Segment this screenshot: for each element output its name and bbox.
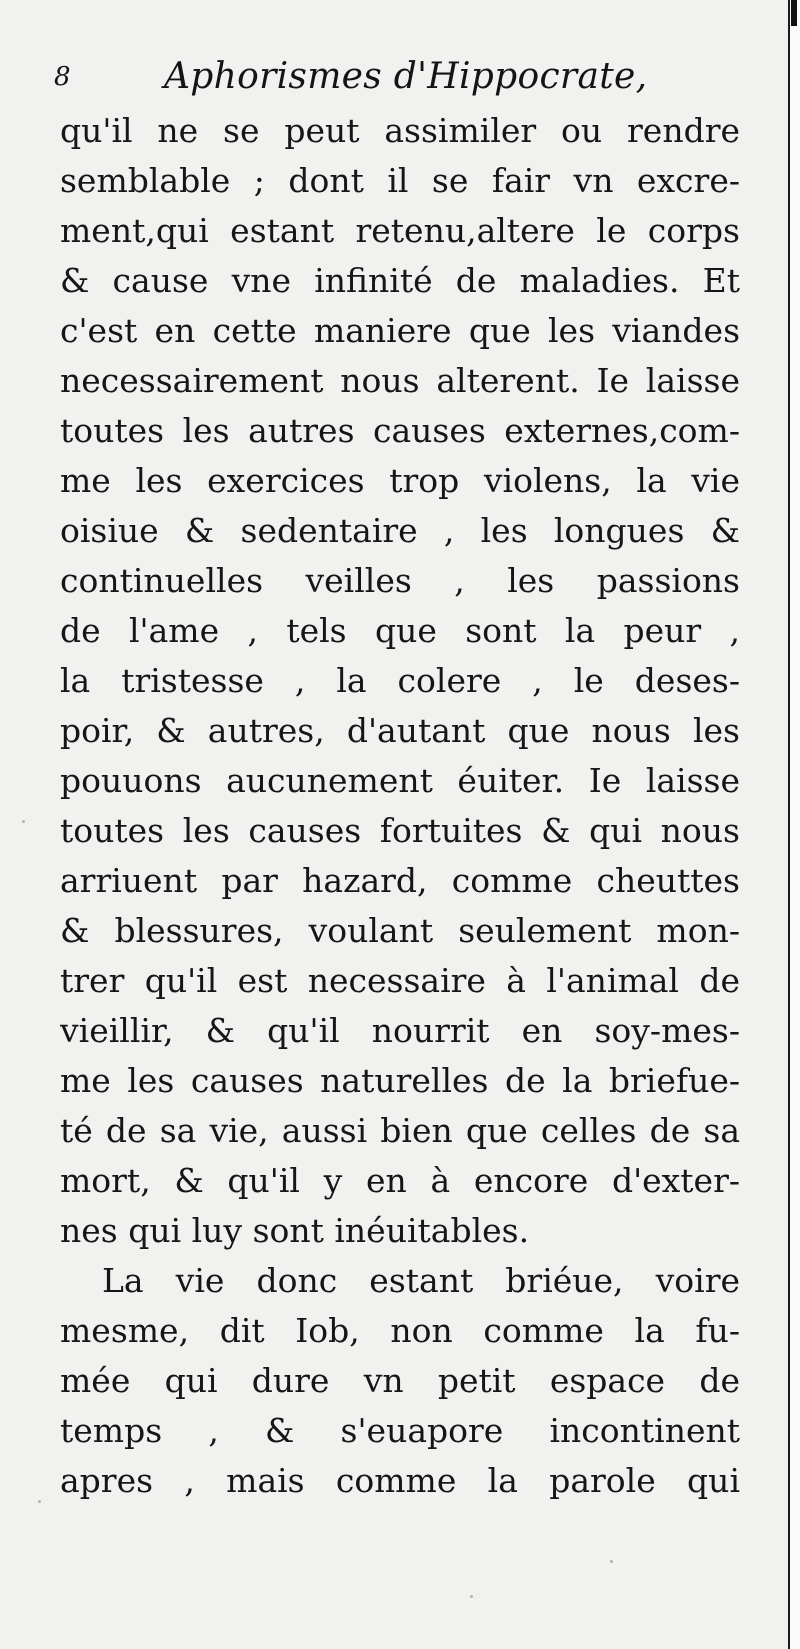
text-line: vieillir, & qu'il nourrit en soy-mes- <box>60 1011 740 1050</box>
text-line: toutes les causes fortuites & qui nous <box>60 811 740 850</box>
text-line: arriuent par hazard, comme cheuttes <box>60 861 740 900</box>
text-line: mort, & qu'il y en à encore d'exter- <box>60 1161 740 1200</box>
text-line: semblable ; dont il se fair vn excre- <box>60 161 740 200</box>
text-line: me les exercices trop violens, la vie <box>60 461 740 500</box>
text-line: mée qui dure vn petit espace de <box>60 1361 740 1400</box>
text-line: té de sa vie, aussi bien que celles de sa <box>60 1111 740 1150</box>
text-line: oisiue & sedentaire , les longues & <box>60 511 740 550</box>
body-text <box>60 106 740 1506</box>
paragraph <box>60 1256 740 1506</box>
text-line: temps , & s'euapore incontinent <box>60 1411 740 1450</box>
text-line: toutes les autres causes externes,com- <box>60 411 740 450</box>
text-line: La vie donc estant briéue, voire <box>102 1261 740 1300</box>
text-line: nes qui luy sont inéuitables. <box>60 1211 530 1250</box>
page-number: 8 <box>54 62 71 92</box>
text-line: & cause vne infinité de maladies. Et <box>60 261 740 300</box>
text-line: continuelles veilles , les passions <box>60 561 740 600</box>
text-line: trer qu'il est necessaire à l'animal de <box>60 961 740 1000</box>
text-line: necessairement nous alterent. Ie laisse <box>60 361 740 400</box>
paper-speck <box>22 820 25 823</box>
paper-speck <box>38 1500 41 1503</box>
text-line: me les causes naturelles de la briefue- <box>60 1061 740 1100</box>
paper-speck <box>610 1560 613 1563</box>
text-line: pouuons aucunement éuiter. Ie laisse <box>60 761 740 800</box>
text-line: la tristesse , la colere , le deses- <box>60 661 740 700</box>
text-line: & blessures, voulant seulement mon- <box>60 911 740 950</box>
page-edge <box>788 0 800 1649</box>
paragraph <box>60 106 740 1256</box>
text-line: ment,qui estant retenu,altere le corps <box>60 211 740 250</box>
running-title: Aphorismes d'Hippocrate, <box>164 56 648 97</box>
text-line: apres , mais comme la parole qui <box>60 1461 740 1500</box>
page-header <box>54 56 754 106</box>
text-line: c'est en cette maniere que les viandes <box>60 311 740 350</box>
text-line: qu'il ne se peut assimiler ou rendre <box>60 111 740 150</box>
text-line: mesme, dit Iob, non comme la fu- <box>60 1311 740 1350</box>
paper-speck <box>470 1595 473 1598</box>
binding-mark <box>791 0 797 26</box>
text-line: poir, & autres, d'autant que nous les <box>60 711 740 750</box>
text-line: de l'ame , tels que sont la peur , <box>60 611 740 650</box>
